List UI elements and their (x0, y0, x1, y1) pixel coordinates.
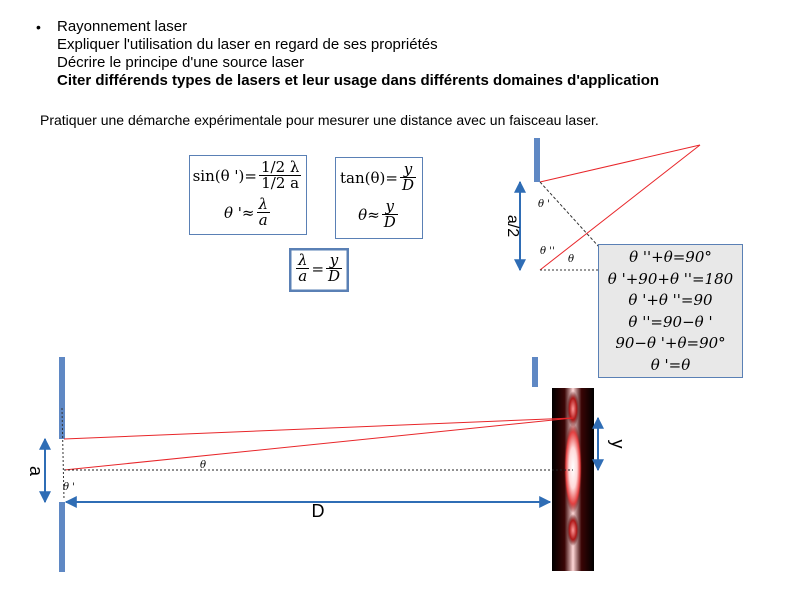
equation-line-2: θ '+90+θ ''=180 (607, 269, 734, 288)
central-fringe (564, 423, 582, 513)
tan-denominator: D (401, 176, 414, 194)
side-fringe-bottom (567, 514, 579, 546)
objective-line-1: Expliquer l'utilisation du laser en regard de ses propriétés (57, 36, 438, 53)
sin-denominator: 1/2 a (261, 174, 300, 192)
label-main-theta: θ (200, 460, 207, 471)
angle-equations-box (598, 244, 743, 378)
ratio-rhs-denominator: D (328, 267, 341, 285)
tan-approx-numerator: y (385, 197, 395, 215)
equation-line-6: θ '=θ (650, 355, 691, 374)
label-y: y (608, 439, 628, 449)
tan-numerator: y (403, 160, 413, 178)
label-small-theta-prime: θ ' (538, 199, 550, 210)
equation-line-4: θ ''=90−θ ' (628, 312, 713, 331)
tan-approx-lhs: θ≈ (358, 205, 380, 224)
ratio-rhs-numerator: y (329, 251, 339, 269)
tan-lhs: tan(θ)= (340, 168, 398, 187)
bullet-marker: • (36, 19, 41, 35)
equation-line-3: θ '+θ ''=90 (628, 291, 713, 309)
ratio-lhs-numerator: λ (297, 251, 308, 269)
ratio-equals: = (311, 259, 325, 278)
label-small-theta: θ (568, 254, 575, 265)
objective-line-2: Décrire le principe d'une source laser (57, 54, 305, 71)
small-slit-bottom (532, 357, 538, 387)
sin-approx-denominator: a (258, 211, 268, 229)
label-small-theta-double: θ '' (540, 246, 555, 257)
equation-line-5: 90−θ '+θ=90° (615, 334, 726, 352)
tan-approx-denominator: D (383, 213, 396, 231)
sin-numerator: 1/2 λ (260, 158, 300, 176)
small-perpendicular-dashed (540, 182, 600, 248)
side-fringe-top (567, 391, 579, 427)
equation-line-1: θ ''+θ=90° (629, 248, 712, 266)
main-ray-upper (64, 418, 573, 439)
main-ray-lower (64, 418, 573, 470)
sine-formula-box (189, 155, 307, 235)
small-slit-top (534, 138, 540, 182)
label-main-theta-prime: θ ' (63, 482, 75, 493)
objective-line-3: Citer différends types de lasers et leur usage dans différents domaines d'application (57, 72, 660, 89)
sin-lhs: sin(θ ')= (192, 166, 257, 185)
tangent-formula-box (335, 157, 423, 239)
sin-approx-numerator: λ (258, 195, 268, 213)
objective-title: Rayonnement laser (57, 18, 188, 35)
label-a: a (26, 465, 46, 477)
ratio-lhs-denominator: a (298, 267, 308, 285)
main-slit-top (59, 357, 65, 439)
label-D: D (311, 501, 325, 521)
sin-approx-lhs: θ '≈ (223, 203, 255, 222)
main-slit-bottom (59, 502, 65, 572)
label-half-a: a/2 (504, 214, 521, 238)
practice-instruction: Pratiquer une démarche expérimentale pour mesurer une distance avec un faisceau laser. (40, 112, 599, 128)
ratio-formula-box (289, 248, 349, 292)
